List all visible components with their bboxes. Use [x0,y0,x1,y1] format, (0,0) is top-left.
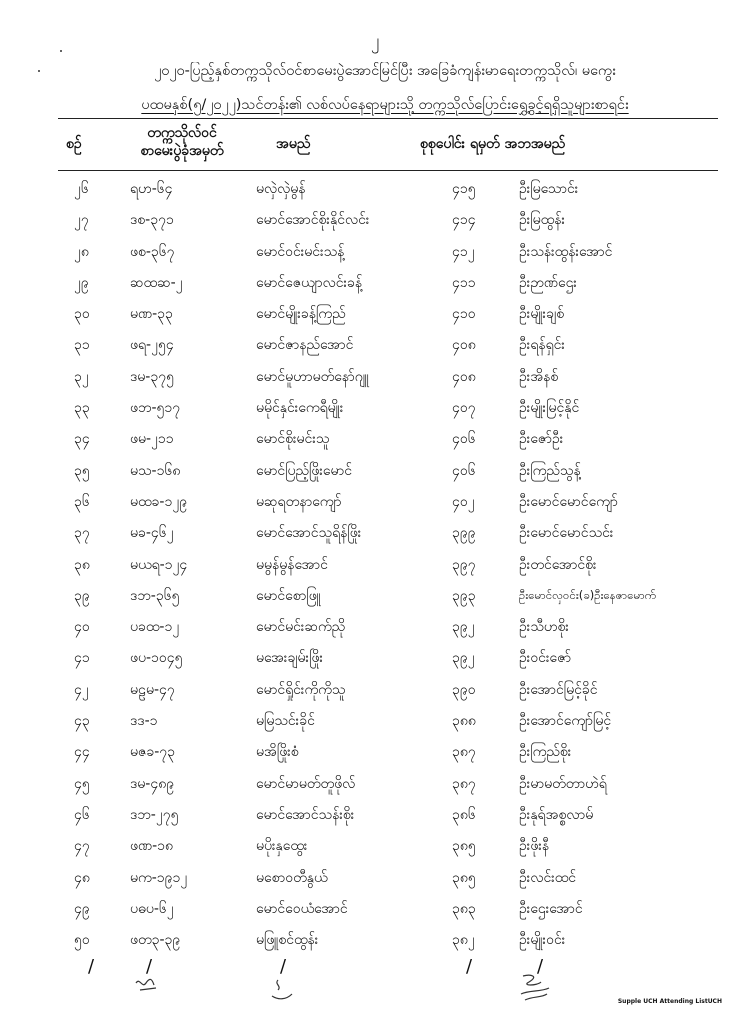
table-row [0,674,750,705]
row-number: ၃၆ [74,493,90,510]
father-name: ဦးဉာဏ်ဌေး [519,274,577,291]
roll-number: ဆထဆ-၂ [130,274,183,291]
header-roll-line2: စာမေးပွဲခုံအမှတ် [140,143,224,159]
student-name: မောင်ပြည့်ဖြိုးမောင် [256,462,353,479]
row-number: ၄၉ [74,900,90,917]
roll-number: ဒဘ-၂၇၅ [130,806,179,823]
row-number: ၃၉ [74,587,90,604]
row-number: ၅၀ [74,932,90,949]
total-score: ၄၁၂ [452,243,475,260]
table-row [0,611,750,642]
roll-number: ဒမ-၃၇၅ [130,368,174,385]
father-name: ဦးဇော်ဦး [519,431,564,448]
slash-mark: / [88,956,95,977]
student-name: မောင်စောဖြူ [256,587,321,604]
footer-label: Supple UCH Attending ListUCH [617,998,722,1005]
father-name: ဦးလင်းထင် [519,869,577,886]
roll-number: မထခ-၁၂၉ [130,493,188,510]
row-number: ၄၅ [74,775,90,792]
roll-number: ပဓပ-၆၂ [130,900,174,917]
row-number: ၃၅ [74,462,90,479]
father-name: ဦးသန်းထွန်းအောင် [519,243,613,260]
row-number: ၃၈ [74,556,90,573]
table-row [0,924,750,955]
header-name: အမည် [276,136,311,152]
row-number: ၄၇ [74,838,90,855]
total-score: ၃၈၇ [452,744,476,761]
total-score: ၃၈၅ [452,838,476,855]
student-name: မောင်မျိုးခန့်ကြည် [256,306,346,323]
total-score: ၃၈၇ [452,775,476,792]
total-score: ၃၉၇ [452,556,476,573]
total-score: ၄၀၂ [452,493,475,510]
father-name: ဦးကြည်စိုး [519,744,572,761]
slash-mark: / [537,956,544,977]
father-name: ဦးမျိုးချစ် [519,306,565,323]
slash-mark: / [146,956,153,977]
total-score: ၄၀၈ [452,337,476,354]
total-score: ၃၉၂ [452,619,475,636]
student-name: မောင်ဝေယံအောင် [256,900,348,917]
student-name: မမွန်မွန်အောင် [256,556,328,573]
table-row [0,267,750,298]
total-score: ၃၈၃ [452,900,476,917]
student-name: မမိုင်နှင်းကေရီမျိုး [256,400,344,417]
table-row [0,830,750,861]
roll-number: ဖရ-၂၅၄ [130,337,174,354]
roll-number: မဠမ-၄၇ [130,681,175,698]
roll-number: ဖဏ-၁၈ [130,838,174,855]
header-father: စုစုပေါင်း ရမှတ် အဘအမည် [420,136,566,152]
father-name: ဦးသီဟစိုး [519,619,569,636]
father-name: ဦးဖိုးနီ [519,838,550,855]
roll-number: မဏ-၃၃ [130,306,173,323]
father-name: ဦးမြသောင်း [519,181,579,197]
table-row [0,768,750,799]
total-score: ၄၁၅ [452,181,476,197]
student-name: မောင်မူဟာမတ်နော်ဂျူ [256,368,370,385]
father-name: ဦးမျိုးဝင်း [519,932,566,949]
roll-number: မသ-၁၆၈ [130,462,181,479]
row-number: ၃၀ [74,306,90,323]
row-number: ၄၈ [74,869,90,886]
roll-number: မက-၁၉၁၂ [130,869,188,886]
row-number: ၂၈ [74,243,89,260]
father-name: ဦးမောင်လှဝင်း(ခ)ဦးနေဇာမောက် [519,587,657,602]
table-row [0,455,750,486]
row-number: ၄၆ [74,806,90,823]
father-name: ဦးအိနစ် [519,368,559,385]
table-row [0,893,750,924]
student-name: မောင်မာမတ်တူဖိုလ် [256,775,356,792]
roll-number: ဒစ-၃၇၁ [130,212,174,229]
father-name: ဦးတင်အောင်စိုး [519,556,597,573]
father-name: ဦးမြထွန်း [519,212,566,229]
father-name: ဦးမောင်မောင်သင်း [519,525,614,542]
header-roll [122,124,242,160]
father-name: ဦးဌေးအောင် [519,900,583,917]
row-number: ၄၄ [74,744,90,761]
father-name: ဦးမောင်မောင်ကျော် [519,493,618,510]
table-row [0,799,750,830]
table-header-rule [58,170,718,171]
total-score: ၃၉၉ [452,525,476,542]
header-no: စဉ် [66,136,82,152]
continuation-marks [0,956,750,978]
signature-1 [132,975,162,995]
father-name: ဦးအောင်ကျော်မြင့် [519,713,612,730]
father-name: ဦးကြည်သွန့် [519,462,581,479]
roll-number: ဒမ-၄၈၉ [130,775,175,792]
slash-mark: / [466,956,473,977]
row-number: ၄၃ [74,713,90,730]
roll-number: ဖတ၃-၃၉ [130,932,181,949]
roll-number: ဖမ-၂၁၁ [130,431,174,448]
total-score: ၄၀၇ [452,400,476,417]
roll-number: မဇခ-၇၃ [130,744,176,761]
student-name: မောင်ဇာနည်အောင် [256,337,354,354]
table-row [0,736,750,767]
student-name: မအေးချမ်းဖြိုး [256,650,324,667]
student-name: မစောဝတီနွယ် [256,869,328,886]
father-name: ဦးမျိုးမြင့်နိုင် [519,400,580,417]
student-name: မမြသင်းခိုင် [256,713,315,730]
total-score: ၃၉၂ [452,650,475,667]
total-score: ၄၀၆ [452,462,476,479]
corner-mark [60,50,62,52]
table-row [0,329,750,360]
table-row [0,392,750,423]
roll-number: ဖဘ-၅၁၇ [130,400,181,417]
student-name: မောင်အောင်စိုးနိုင်လင်း [256,212,370,229]
table-row [0,862,750,893]
total-score: ၄၁၄ [452,212,476,229]
slash-mark: / [280,956,287,977]
total-score: ၄၁၀ [452,306,476,323]
student-name: မောင်မင်းဆက်ညို [256,619,346,636]
father-name: ဦးမာမတ်တာဟဲရ် [519,775,607,792]
father-name: ဦးနုရ်အစ္စလာမ် [519,806,594,823]
table-row [0,361,750,392]
table-row [0,549,750,580]
table-header [0,118,750,170]
student-name: မောင်အောင်သန်းစိုး [256,806,355,823]
total-score: ၃၈၂ [452,932,475,949]
corner-mark [38,70,40,72]
student-name: မောင်စိုးမင်းသူ [256,431,330,448]
roll-number: ပခထ-၁၂ [130,619,180,636]
row-number: ၃၄ [74,431,90,448]
student-name: မလှဲလှဲမွန် [256,181,306,197]
signature-2 [268,978,296,1004]
student-name: မဆုရတနာကျော် [256,493,342,510]
table-row [0,236,750,267]
page-number: ၂ [370,31,380,51]
father-name: ဦးဝင်းဇော် [519,650,572,667]
student-name: မောင်အောင်သူရိန်ဖြိုး [256,525,362,542]
father-name: ဦးရန်ရှင်း [519,337,565,354]
total-score: ၃၈၆ [452,806,476,823]
table-row [0,423,750,454]
table-row [0,486,750,517]
row-number: ၂၆ [74,181,89,197]
row-number: ၃၁ [74,337,90,354]
student-name: မဖြူစင်ထွန်း [256,932,319,949]
table-body [0,173,750,955]
row-number: ၃၃ [74,400,90,417]
father-name: ဦးအောင်မြင့်ခိုင် [519,681,598,698]
student-name: မပိုးနှထွေး [256,838,308,855]
roll-number: ဒဒ-၁ [130,713,158,730]
row-number: ၃၇ [74,525,90,542]
title-line-1: ၂၀၂၀-ပြည့်နှစ်တက္ကသိုလ်ဝင်စာမေးပွဲအောင်မြင်ပြီး အခြေခံကျန်းမာရေးတက္ကသိုလ်၊ မကွေး [154,63,616,79]
total-score: ၃၈၈ [452,713,476,730]
table-row [0,705,750,736]
roll-number: ဖပ-၁၀၄၅ [130,650,183,667]
table-row [0,642,750,673]
roll-number: ဒဘ-၃၆၅ [130,587,180,604]
table-row [0,517,750,548]
row-number: ၃၂ [74,368,89,385]
row-number: ၄၂ [74,681,89,698]
total-score: ၃၉၃ [452,587,476,604]
total-score: ၄၁၁ [452,274,476,291]
signature-3 [515,972,555,1004]
table-row [0,204,750,235]
total-score: ၃၈၅ [452,869,476,886]
table-row [0,298,750,329]
roll-number: ရဟ-၆၄ [130,181,173,197]
row-number: ၂၉ [74,274,89,291]
total-score: ၄၀၆ [452,431,476,448]
row-number: ၄၀ [74,619,90,636]
total-score: ၃၉၀ [452,681,476,698]
title-line-2: ပထမနှစ်(၅/၂၀၂၂)သင်တန်း၏ လစ်လပ်နေရာများသို့ တက္ကသိုလ်ပြောင်းရွှေ့ခွင့်ရရှိသူများစာရင်း [141,97,629,113]
table-row [0,580,750,611]
student-name: မအိဖြိုးစံ [256,744,299,761]
roll-number: ဖစ-၃၆၇ [130,243,175,260]
student-name: မောင်ဇေယျာလင်းခန့် [256,274,363,291]
roll-number: မခ-၄၆၂ [130,525,174,542]
roll-number: မယရ-၁၂၄ [130,556,188,573]
student-name: မောင်ဝင်းမင်းသန့် [256,243,345,260]
student-name: မောင်ရှိုင်းကိုကိုသူ [256,681,346,698]
row-number: ၄၁ [74,650,90,667]
header-roll-line1: တက္ကသိုလ်ဝင် [147,125,217,141]
row-number: ၂၇ [74,212,89,229]
table-row [0,173,750,204]
total-score: ၄၀၈ [452,368,476,385]
